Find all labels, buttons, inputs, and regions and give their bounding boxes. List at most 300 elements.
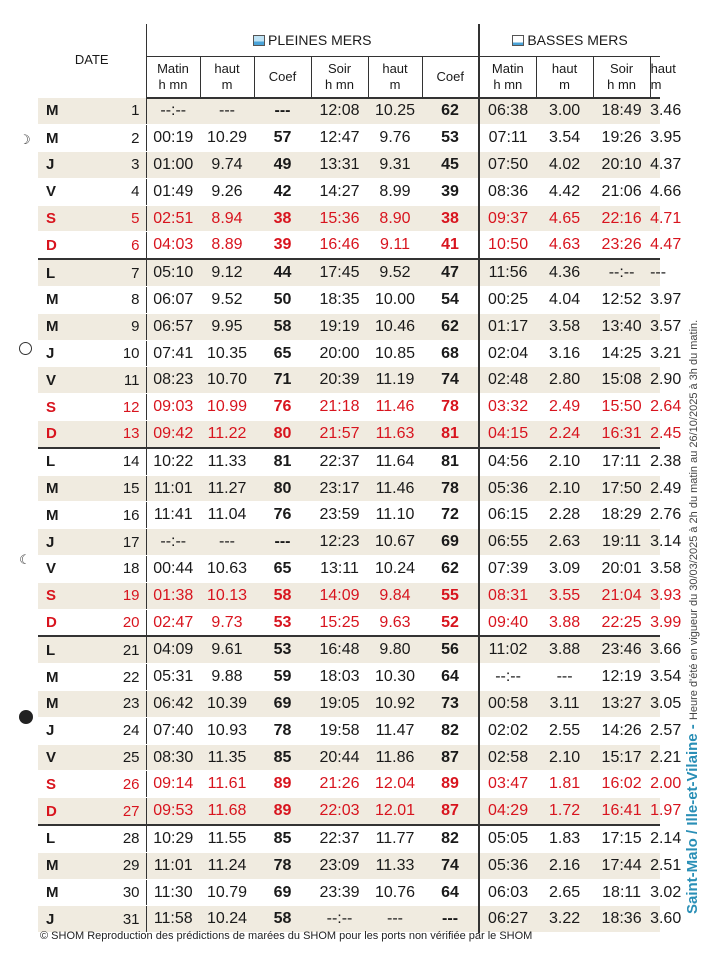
high-evening-coef: 89 (422, 771, 479, 798)
table-row (38, 259, 660, 286)
high-morning-coef: 71 (254, 367, 311, 394)
day-number: 20 (92, 609, 146, 636)
low-evening-time: 12:52 (593, 287, 650, 314)
low-evening-height: 2.57 (650, 717, 660, 744)
low-evening-height: 3.05 (650, 691, 660, 718)
day-letter: V (38, 744, 92, 771)
day-number: 30 (92, 879, 146, 906)
low-morning-height: 1.72 (536, 798, 593, 825)
low-morning-time: 05:36 (479, 852, 536, 879)
high-morning-height: 10.29 (200, 125, 254, 152)
high-morning-time: 11:30 (146, 879, 200, 906)
high-evening-coef: 73 (422, 691, 479, 718)
table-row (38, 178, 660, 205)
low-evening-time: 13:27 (593, 691, 650, 718)
high-evening-height: 11.86 (368, 744, 422, 771)
high-morning-coef: 85 (254, 825, 311, 852)
high-evening-height: 9.84 (368, 582, 422, 609)
high-evening-height: 11.47 (368, 717, 422, 744)
low-evening-time: 22:25 (593, 609, 650, 636)
low-morning-height: 3.88 (536, 609, 593, 636)
high-evening-height: 11.64 (368, 448, 422, 475)
high-morning-coef: 76 (254, 502, 311, 529)
day-letter: L (38, 825, 92, 852)
low-evening-height: --- (650, 259, 660, 286)
high-morning-coef: 57 (254, 125, 311, 152)
high-morning-height: 11.35 (200, 744, 254, 771)
high-evening-height: 11.10 (368, 502, 422, 529)
low-evening-height: 3.14 (650, 529, 660, 556)
high-evening-time: 13:31 (311, 152, 368, 179)
low-morning-height: 2.10 (536, 448, 593, 475)
high-morning-time: --:-- (146, 529, 200, 556)
high-morning-time: 07:40 (146, 717, 200, 744)
high-morning-time: 04:09 (146, 636, 200, 663)
day-letter: L (38, 448, 92, 475)
high-evening-coef: 64 (422, 664, 479, 691)
low-evening-time: 16:41 (593, 798, 650, 825)
high-evening-coef: 87 (422, 744, 479, 771)
day-letter: V (38, 178, 92, 205)
high-morning-time: 02:47 (146, 609, 200, 636)
low-evening-time: 21:06 (593, 178, 650, 205)
low-morning-time: 06:03 (479, 879, 536, 906)
day-letter: L (38, 259, 92, 286)
table-row (38, 798, 660, 825)
col-soir-header: Soir h mn (311, 56, 368, 98)
high-morning-time: --:-- (146, 98, 200, 125)
low-morning-height: 4.63 (536, 232, 593, 259)
high-morning-time: 11:01 (146, 852, 200, 879)
day-number: 29 (92, 852, 146, 879)
high-morning-height: 11.33 (200, 448, 254, 475)
high-morning-height: 10.24 (200, 906, 254, 933)
low-morning-time: 04:56 (479, 448, 536, 475)
day-number: 14 (92, 448, 146, 475)
table-row (38, 529, 660, 556)
high-morning-time: 01:38 (146, 582, 200, 609)
low-evening-height: 3.57 (650, 313, 660, 340)
high-evening-coef: 81 (422, 448, 479, 475)
low-evening-time: 18:49 (593, 98, 650, 125)
high-evening-height: 10.85 (368, 340, 422, 367)
low-morning-time: 00:25 (479, 287, 536, 314)
day-number: 16 (92, 502, 146, 529)
day-letter: M (38, 879, 92, 906)
high-morning-time: 08:30 (146, 744, 200, 771)
low-evening-height: 3.54 (650, 664, 660, 691)
low-evening-height: 3.60 (650, 906, 660, 933)
high-evening-coef: 68 (422, 340, 479, 367)
high-evening-height: 8.99 (368, 178, 422, 205)
high-morning-coef: 49 (254, 152, 311, 179)
day-letter: J (38, 152, 92, 179)
high-morning-time: 06:57 (146, 313, 200, 340)
col-haut-header: haut m (650, 56, 660, 98)
high-evening-height: 11.77 (368, 825, 422, 852)
low-morning-height: 2.65 (536, 879, 593, 906)
table-row (38, 205, 660, 232)
high-morning-height: 10.93 (200, 717, 254, 744)
high-evening-time: 14:09 (311, 582, 368, 609)
table-row (38, 232, 660, 259)
low-morning-time: 06:15 (479, 502, 536, 529)
low-evening-height: 2.76 (650, 502, 660, 529)
low-morning-time: 07:11 (479, 125, 536, 152)
low-morning-time: 06:27 (479, 906, 536, 933)
low-evening-time: 23:46 (593, 636, 650, 663)
high-morning-height: 11.61 (200, 771, 254, 798)
high-evening-height: 10.25 (368, 98, 422, 125)
low-evening-time: 19:11 (593, 529, 650, 556)
high-morning-coef: 89 (254, 771, 311, 798)
high-evening-coef: 53 (422, 125, 479, 152)
high-morning-height: 8.89 (200, 232, 254, 259)
low-morning-height: 3.22 (536, 906, 593, 933)
high-evening-height: 11.19 (368, 367, 422, 394)
high-evening-coef: 74 (422, 367, 479, 394)
day-number: 4 (92, 178, 146, 205)
high-morning-coef: 78 (254, 852, 311, 879)
high-evening-time: 23:09 (311, 852, 368, 879)
high-morning-height: 11.68 (200, 798, 254, 825)
day-letter: J (38, 529, 92, 556)
high-morning-height: 10.39 (200, 691, 254, 718)
low-evening-height: 3.66 (650, 636, 660, 663)
location-caption: Saint-Malo / Ille-et-Vilaine - Heure d'été en vigueur du 30/03/2025 à 2h du matin au 26/10/2025 à 3h du matin. (684, 319, 701, 914)
high-waters-header: PLEINES MERS (146, 24, 479, 56)
low-morning-height: 2.10 (536, 475, 593, 502)
low-evening-time: 23:26 (593, 232, 650, 259)
new-moon-icon (19, 710, 33, 724)
location-department: Ille-et-Vilaine (684, 733, 701, 826)
low-waters-header: BASSES MERS (479, 24, 660, 56)
low-evening-height: 3.93 (650, 582, 660, 609)
day-number: 23 (92, 691, 146, 718)
table-row (38, 152, 660, 179)
low-evening-height: 4.66 (650, 178, 660, 205)
high-morning-height: 10.79 (200, 879, 254, 906)
high-morning-time: 06:07 (146, 287, 200, 314)
high-evening-coef: 62 (422, 313, 479, 340)
low-evening-time: 19:26 (593, 125, 650, 152)
table-row (38, 609, 660, 636)
day-letter: S (38, 771, 92, 798)
high-evening-time: 15:36 (311, 205, 368, 232)
low-evening-time: 16:02 (593, 771, 650, 798)
day-number: 25 (92, 744, 146, 771)
low-morning-time: 04:29 (479, 798, 536, 825)
high-evening-coef: 78 (422, 475, 479, 502)
high-morning-time: 05:31 (146, 664, 200, 691)
high-morning-time: 11:41 (146, 502, 200, 529)
day-number: 21 (92, 636, 146, 663)
low-morning-height: --- (536, 664, 593, 691)
day-number: 11 (92, 367, 146, 394)
low-morning-height: 2.63 (536, 529, 593, 556)
high-morning-time: 02:51 (146, 205, 200, 232)
low-morning-height: 3.16 (536, 340, 593, 367)
day-letter: S (38, 205, 92, 232)
day-letter: V (38, 556, 92, 583)
table-row (38, 367, 660, 394)
high-evening-height: 10.76 (368, 879, 422, 906)
low-morning-time: 05:05 (479, 825, 536, 852)
low-morning-height: 2.28 (536, 502, 593, 529)
high-evening-coef: 56 (422, 636, 479, 663)
low-evening-height: 3.95 (650, 125, 660, 152)
high-morning-height: 9.61 (200, 636, 254, 663)
date-header: DATE (74, 52, 109, 67)
high-morning-height: 10.63 (200, 556, 254, 583)
day-letter: M (38, 313, 92, 340)
high-evening-time: 22:37 (311, 448, 368, 475)
tide-table (38, 24, 682, 933)
table-row (38, 98, 660, 125)
high-morning-time: 09:03 (146, 394, 200, 421)
high-morning-time: 10:29 (146, 825, 200, 852)
high-evening-height: 8.90 (368, 205, 422, 232)
table-row (38, 771, 660, 798)
low-evening-height: 2.21 (650, 744, 660, 771)
high-evening-height: 10.30 (368, 664, 422, 691)
high-morning-coef: 50 (254, 287, 311, 314)
low-morning-time: 03:47 (479, 771, 536, 798)
low-morning-height: 2.55 (536, 717, 593, 744)
day-letter: M (38, 98, 92, 125)
day-number: 8 (92, 287, 146, 314)
day-letter: M (38, 691, 92, 718)
low-evening-time: 17:11 (593, 448, 650, 475)
day-number: 13 (92, 421, 146, 448)
day-number: 19 (92, 582, 146, 609)
high-morning-coef: --- (254, 98, 311, 125)
low-morning-time: 08:36 (479, 178, 536, 205)
high-evening-height: 11.33 (368, 852, 422, 879)
waxing-crescent-icon: ☽ (19, 132, 31, 147)
high-evening-time: 21:26 (311, 771, 368, 798)
low-evening-height: 3.21 (650, 340, 660, 367)
high-morning-time: 08:23 (146, 367, 200, 394)
high-evening-height: 9.11 (368, 232, 422, 259)
day-number: 24 (92, 717, 146, 744)
high-evening-time: 12:08 (311, 98, 368, 125)
high-morning-coef: 53 (254, 636, 311, 663)
low-morning-time: 07:39 (479, 556, 536, 583)
day-letter: M (38, 475, 92, 502)
low-morning-height: 3.88 (536, 636, 593, 663)
low-evening-time: 20:01 (593, 556, 650, 583)
day-number: 22 (92, 664, 146, 691)
high-evening-height: 9.52 (368, 259, 422, 286)
copyright-footer: © SHOM Reproduction des prédictions de marées du SHOM pour les ports non vérifiée par le SHOM (40, 930, 533, 942)
col-soir-header: Soir h mn (593, 56, 650, 98)
day-letter: M (38, 125, 92, 152)
low-morning-time: 09:37 (479, 205, 536, 232)
high-morning-time: 11:01 (146, 475, 200, 502)
high-evening-time: 22:37 (311, 825, 368, 852)
high-evening-time: 12:47 (311, 125, 368, 152)
high-morning-height: 11.04 (200, 502, 254, 529)
high-evening-height: 9.80 (368, 636, 422, 663)
high-evening-coef: 87 (422, 798, 479, 825)
high-evening-height: 12.04 (368, 771, 422, 798)
col-coef-header: Coef (422, 56, 479, 98)
low-morning-time: 03:32 (479, 394, 536, 421)
high-morning-time: 06:42 (146, 691, 200, 718)
high-evening-coef: 62 (422, 98, 479, 125)
high-morning-coef: 69 (254, 879, 311, 906)
low-morning-time: 02:04 (479, 340, 536, 367)
high-evening-time: 23:17 (311, 475, 368, 502)
low-morning-height: 2.49 (536, 394, 593, 421)
high-morning-time: 00:19 (146, 125, 200, 152)
low-evening-time: 17:15 (593, 825, 650, 852)
low-evening-time: 22:16 (593, 205, 650, 232)
high-evening-coef: 47 (422, 259, 479, 286)
high-morning-coef: 58 (254, 313, 311, 340)
high-morning-height: 10.35 (200, 340, 254, 367)
day-number: 2 (92, 125, 146, 152)
high-morning-time: 09:53 (146, 798, 200, 825)
high-evening-time: 16:46 (311, 232, 368, 259)
high-evening-time: 21:57 (311, 421, 368, 448)
low-evening-time: 17:50 (593, 475, 650, 502)
high-morning-time: 10:22 (146, 448, 200, 475)
high-evening-time: 23:59 (311, 502, 368, 529)
high-evening-coef: 62 (422, 556, 479, 583)
high-morning-coef: 58 (254, 906, 311, 933)
low-evening-height: 2.64 (650, 394, 660, 421)
low-morning-time: 01:17 (479, 313, 536, 340)
high-morning-coef: 44 (254, 259, 311, 286)
low-morning-height: 4.04 (536, 287, 593, 314)
table-row (38, 125, 660, 152)
high-evening-height: 11.46 (368, 475, 422, 502)
high-evening-time: 22:03 (311, 798, 368, 825)
day-letter: J (38, 717, 92, 744)
low-morning-time: 07:50 (479, 152, 536, 179)
high-evening-time: --:-- (311, 906, 368, 933)
low-morning-height: 2.80 (536, 367, 593, 394)
table-row (38, 825, 660, 852)
day-letter: J (38, 340, 92, 367)
high-evening-coef: 52 (422, 609, 479, 636)
high-evening-coef: 78 (422, 394, 479, 421)
high-tide-icon (253, 35, 265, 46)
table-row (38, 340, 660, 367)
table-row (38, 879, 660, 906)
high-morning-height: 9.26 (200, 178, 254, 205)
low-evening-height: 3.99 (650, 609, 660, 636)
table-row (38, 556, 660, 583)
low-evening-height: 2.45 (650, 421, 660, 448)
high-evening-height: 10.24 (368, 556, 422, 583)
high-evening-time: 21:18 (311, 394, 368, 421)
high-morning-height: 11.24 (200, 852, 254, 879)
low-morning-time: 05:36 (479, 475, 536, 502)
low-morning-time: 06:38 (479, 98, 536, 125)
high-morning-height: 9.88 (200, 664, 254, 691)
low-evening-time: 18:36 (593, 906, 650, 933)
low-morning-time: --:-- (479, 664, 536, 691)
low-evening-time: 12:19 (593, 664, 650, 691)
high-evening-coef: 69 (422, 529, 479, 556)
low-evening-height: 4.71 (650, 205, 660, 232)
high-evening-time: 20:44 (311, 744, 368, 771)
high-evening-height: 9.76 (368, 125, 422, 152)
high-evening-coef: --- (422, 906, 479, 933)
day-letter: D (38, 609, 92, 636)
low-morning-height: 3.58 (536, 313, 593, 340)
low-morning-time: 06:55 (479, 529, 536, 556)
day-letter: J (38, 906, 92, 933)
low-morning-height: 4.42 (536, 178, 593, 205)
day-letter: D (38, 232, 92, 259)
high-evening-time: 19:05 (311, 691, 368, 718)
high-evening-height: 11.63 (368, 421, 422, 448)
low-morning-time: 11:56 (479, 259, 536, 286)
low-evening-height: 4.37 (650, 152, 660, 179)
high-morning-height: 10.13 (200, 582, 254, 609)
low-morning-height: 1.81 (536, 771, 593, 798)
low-evening-time: 15:50 (593, 394, 650, 421)
high-morning-height: 10.99 (200, 394, 254, 421)
high-morning-height: 9.73 (200, 609, 254, 636)
high-evening-coef: 72 (422, 502, 479, 529)
day-number: 12 (92, 394, 146, 421)
high-evening-coef: 54 (422, 287, 479, 314)
high-evening-coef: 38 (422, 205, 479, 232)
high-morning-coef: 69 (254, 691, 311, 718)
day-letter: V (38, 367, 92, 394)
low-evening-time: 15:08 (593, 367, 650, 394)
high-morning-coef: 80 (254, 421, 311, 448)
high-evening-time: 20:00 (311, 340, 368, 367)
high-morning-coef: 81 (254, 448, 311, 475)
high-evening-coef: 74 (422, 852, 479, 879)
high-evening-height: 10.92 (368, 691, 422, 718)
high-evening-coef: 39 (422, 178, 479, 205)
location-city: Saint-Malo (684, 838, 701, 914)
day-letter: D (38, 798, 92, 825)
table-row (38, 448, 660, 475)
low-morning-height: 4.65 (536, 205, 593, 232)
high-morning-time: 01:49 (146, 178, 200, 205)
day-number: 26 (92, 771, 146, 798)
day-letter: M (38, 502, 92, 529)
table-row (38, 502, 660, 529)
low-morning-time: 08:31 (479, 582, 536, 609)
high-evening-height: 10.67 (368, 529, 422, 556)
col-haut-header: haut m (536, 56, 593, 98)
high-morning-height: --- (200, 529, 254, 556)
high-evening-time: 19:58 (311, 717, 368, 744)
low-morning-height: 4.02 (536, 152, 593, 179)
dst-note: Heure d'été en vigueur du 30/03/2025 à 2h du matin au 26/10/2025 à 3h du matin. (688, 319, 700, 721)
low-morning-height: 2.10 (536, 744, 593, 771)
high-evening-height: 9.31 (368, 152, 422, 179)
low-evening-time: 17:44 (593, 852, 650, 879)
high-evening-time: 16:48 (311, 636, 368, 663)
low-evening-time: 14:25 (593, 340, 650, 367)
high-evening-coef: 81 (422, 421, 479, 448)
high-evening-time: 13:11 (311, 556, 368, 583)
day-letter: D (38, 421, 92, 448)
low-morning-time: 02:58 (479, 744, 536, 771)
high-morning-height: 9.74 (200, 152, 254, 179)
high-evening-time: 20:39 (311, 367, 368, 394)
